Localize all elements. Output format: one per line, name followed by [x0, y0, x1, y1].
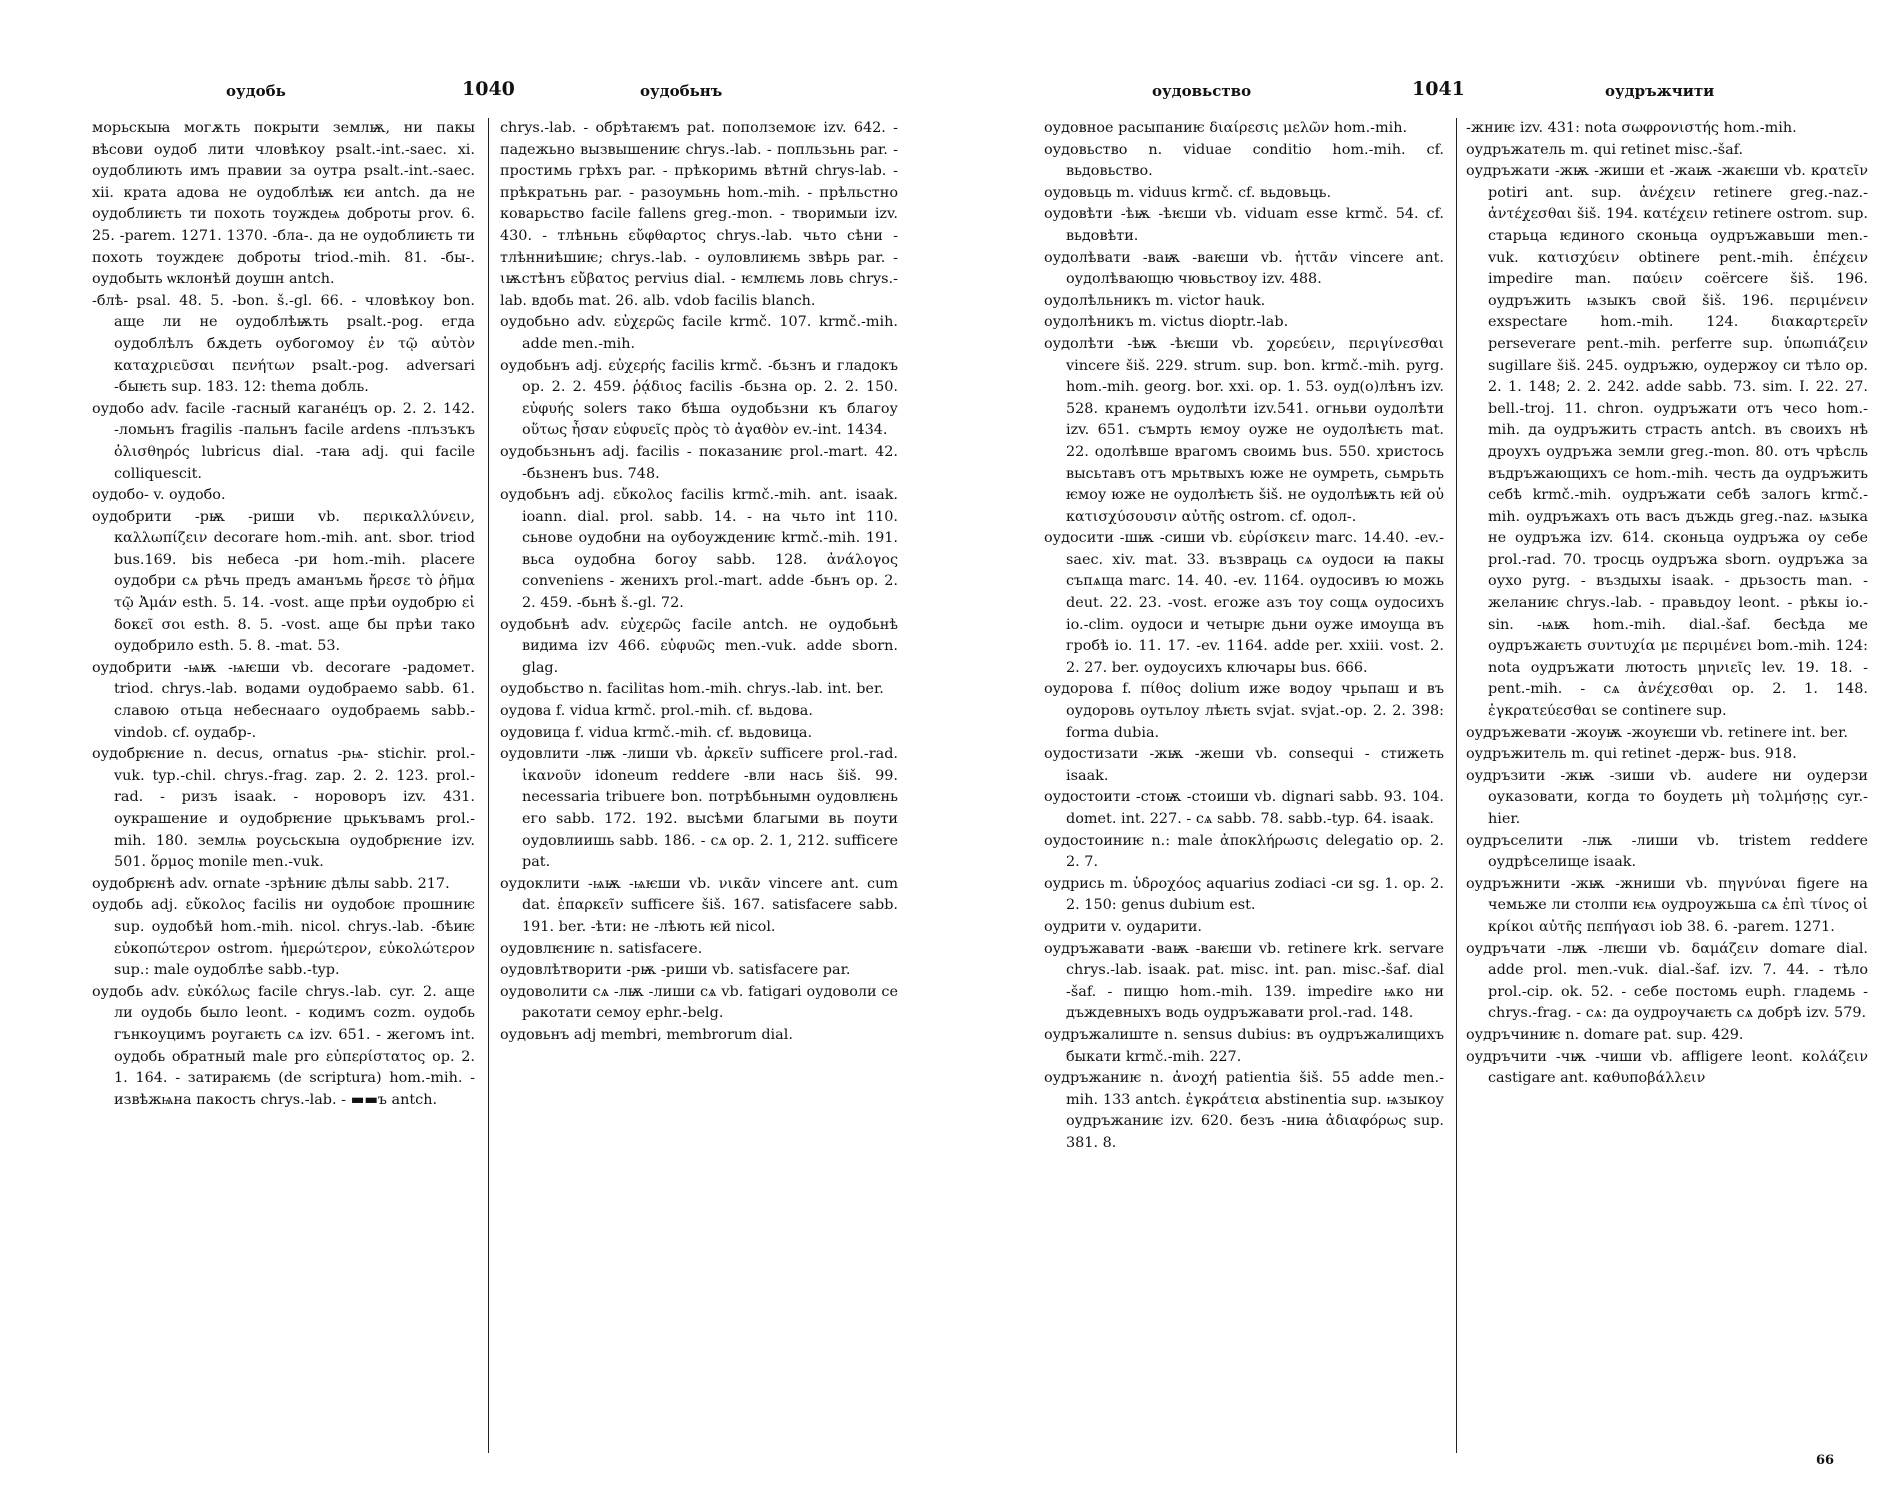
right-column-divider [1456, 118, 1457, 1453]
right-page-number: 1041 [1412, 78, 1465, 100]
dictionary-entry: оудовица f. vidua krmč.-mih. cf. вьдовица. [500, 724, 813, 741]
dictionary-entry: оудостоити -стоѭ -стоиши vb. dignari sabb. 93. 104. domet. int. 227. - сѧ sabb. 78. sabb.-typ. 64. isaak. [1044, 789, 1444, 827]
dictionary-entry: оудобь adv. εὐκόλως facile chrys.-lab. cyr. 2. аще ли оудобь было leont. - кодимъ cozm. оудобь гънкоуцимъ роугаѥть сѧ izv. 651. - жегомъ int. оудобь обратный male pro εὐπερίστατος op. 2. 1. 164. - затираѥмь (de scriptura) hom.-mih. - извѣжѩна пакость chrys.-lab. - ▬▬ъ antch. [92, 983, 475, 1108]
dictionary-entry: оудобрити -ѩѭ -ѩѥши vb. decorare -радомет. triod. chrys.-lab. водами оудобраемо sabb. 61. славою отьца небеснааго оудобраемь sabb.-vindob. cf. оудабр-. [92, 659, 475, 741]
left-column-divider [488, 118, 489, 1453]
dictionary-entry: оудовьнъ adj membri, membrorum dial. [500, 1026, 793, 1043]
dictionary-entry: оудобрѥние n. decus, ornatus -рѩ- stichir. prol.-vuk. typ.-chil. chrys.-frag. zap. 2. 2. 123. prol.-rad. - ризъ isaak. - нороворъ izv. 431. оукрашение и оудобрѥние црькъвамъ prol.-mih. 180. землѩ роусьскыꙗ оудобрѥние izv. 501. ὅρμος monile men.-vuk. [92, 746, 475, 871]
dictionary-entry: оудръжатель m. qui retinet misc.-šaf. [1466, 141, 1744, 158]
right-page-header [1030, 78, 1902, 108]
dictionary-entry: оудоклити -ѩѭ -ѩѥши vb. νικᾶν vincere ant. cum dat. ἐπαρκεῖν sufficere šiš. 167. satisfacere sabb. 191. ber. -ѣти: не -лѣють ѥй nicol. [500, 875, 898, 935]
dictionary-entry: оудобьство n. facilitas hom.-mih. chrys.-lab. int. ber. [500, 681, 884, 698]
dictionary-entry: оудръчиниѥ n. domare pat. sup. 429. [1466, 1026, 1744, 1043]
right-column-2 [1466, 118, 1868, 1090]
dictionary-entry: оудова f. vidua krmč. prol.-mih. cf. вьдова. [500, 703, 813, 720]
dictionary-entry: оудовьць m. viduus krmč. cf. вьдовьць. [1044, 184, 1332, 201]
dictionary-entry: оудосити -шѭ -сиши vb. εὑρίσκειν marc. 14.40. -ev.-saec. xiv. mat. 33. възвраць сѧ оудоси ꙗ пакы съпѧща marc. 14. 40. -ev. 1164. оудосивъ ю можь deut. 22. 23. -vost. егоже азъ тоу сощѧ оудосихъ io.-clim. оудоси и четырѥ дьни оуже имоуща въ гробѣ io. 11. 17. -ev. 1164. adde per. xxiii. vost. 2. 2. 27. ber. оудоусихъ ключары bus. 666. [1044, 530, 1444, 676]
dictionary-entry: оудовлити -лѭ -лиши vb. ἀρκεῖν sufficere prol.-rad. ἱκανοῦν idoneum reddere -вли нась šiš. 99. necessaria tribuere bon. потрѣбьнымн оудовлѥнь его sabb. 172. 192. высѣми благыми вь поути оудовлиишь sabb. 186. - сѧ op. 2. 1, 212. sufficere pat. [500, 746, 898, 871]
left-running-head-left: оудобь [226, 82, 286, 100]
dictionary-entry: оудостоиниѥ n.: male ἀποκλήρωσις delegatio op. 2. 2. 7. [1044, 832, 1444, 871]
dictionary-entry: оудобь adj. εὔκολος facilis ни оудобоѥ прошниѥ sup. оудобѣй hom.-mih. nicol. chrys.-lab. -бѣиѥ εὐκοπώτερον ostrom. ἡμερώτερον, εὐκολώτερον sup.: male оудоблѣе sabb.-typ. [92, 897, 475, 979]
dictionary-entry: оудръжнити -жѭ -жниши vb. πηγνύναι figere на чемьже ли столпи ѥѩ оудроужьша сѧ ἐπὶ τίνος οἱ κρίκοι αὐτῆς πεπήγασι iob 38. 6. -parem. 1271. [1466, 875, 1868, 935]
dictionary-entry: оудръселити -лѭ -лиши vb. tristem reddere оудрѣселище isaak. [1466, 832, 1868, 871]
dictionary-entry: оудолѣвати -ваѭ -ваѥши vb. ἡττᾶν vincere ant. оудолѣвающю чювьствоу izv. 488. [1044, 249, 1444, 288]
dictionary-entry: оудолѣльникъ m. victor hauk. [1044, 292, 1266, 309]
dictionary-entry: оудовлѥниѥ n. satisfacere. [500, 940, 703, 957]
dictionary-entry: оудорова f. πίθος dolium иже водоу чрьпаш и въ оудоровь оутьлоу лѣѥть svjat. svjat.-op. 2. 2. 398: forma dubia. [1044, 681, 1444, 741]
left-column-1 [92, 118, 475, 1111]
left-column-2 [500, 118, 898, 1047]
dictionary-entry: оудръжалиште n. sensus dubius: въ оудръжалищихъ быкати krmč.-mih. 227. [1044, 1026, 1444, 1065]
dictionary-entry: оудовьство n. viduae conditio hom.-mih. cf. вьдовьство. [1044, 141, 1444, 180]
left-page-number: 1040 [462, 78, 515, 100]
dictionary-entry: оудолѣникъ m. victus dioptr.-lab. [1044, 314, 1289, 331]
dictionary-entry: оудръжитель m. qui retinet -держ- bus. 918. [1466, 746, 1797, 763]
dictionary-entry: оудолѣти -ѣѭ -ѣѥши vb. χορεύειν, περιγίνεσθαι vincere šiš. 229. strum. sup. bon. krmč.-mih. pyrg. hom.-mih. georg. bor. xxi. op. 1. 53. оуд(о)лѣнъ izv. 528. кранемъ оудолѣти izv.541. огньви оудолѣти izv. 651. съмрть ѥмоу оуже не оудолѣѥть mat. 22. одолѣвше врагомъ своимь bus. 550. христось высьтавъ отъ мрьтвыхъ юже не оумреть, сьмрьть ѥмоу юже не оудолѣѥть šiš. не оудолѣѭть ѥй οὐ κατισχύσουσιν αὐτῆς ostrom. cf. одол-. [1044, 335, 1444, 525]
dictionary-entry: оудовлѣтворити -рѭ -риши vb. satisfacere par. [500, 962, 851, 979]
dictionary-entry: оудръчати -лѭ -лѥши vb. δαμάζειν domare dial. adde prol. men.-vuk. dial.-šaf. izv. 7. 44. - тѣло prol.-cip. ok. 52. - себе постомь euph. гладемь - chrys.-frag. - сѧ: да оудроучаѥть сѧ добрѣ izv. 579. [1466, 940, 1868, 1022]
left-running-head-right: оудобьнъ [640, 82, 723, 100]
dictionary-entry: -жниѥ izv. 431: nota σωφρονιστής hom.-mih. [1466, 120, 1797, 136]
right-page [1030, 0, 1902, 1500]
left-page-header [0, 78, 950, 108]
dictionary-entry: оудръжевати -жоуѭ -жоуѥши vb. retinere int. ber. [1466, 724, 1848, 741]
dictionary-entry: chrys.-lab. - обрѣтаѥмъ pat. пополземоѥ izv. 642. - падежьно вызвышениѥ chrys.-lab. - попльзьнь par. - простимь грѣхъ par. - прѣкоримь вѣтнй chrys-lab. - прѣкратьнь par. - разоумьнь hom.-mih. - прѣльстно коварьство facile fallens greg.-mon. - творимыи izv. 430. - тлѣньнь εὔφθαρτος chrys.-lab. чьто сѣни - тлѣнниѣшиѥ; chrys.-lab. - оуловлиѥмь звѣрь par. - ꙇѭстѣнъ εὔβατος pervius dial. - ѥмлѥмь ловь chrys.-lab. вдобь mat. 26. alb. vdob facilis blanch. [500, 120, 898, 309]
dictionary-entry: оудръжаниѥ n. ἀνοχή patientia šiš. 55 adde men.-mih. 133 antch. ἐγκράτεια abstinentia sup. ѩзыкоу оудръжаниѥ izv. 620. безъ -ниꙗ ἀδιαφόρως sup. 381. 8. [1044, 1070, 1444, 1151]
signature-mark: 66 [1816, 1453, 1835, 1468]
dictionary-entry: оудовное расыпаниѥ διαίρεσις μελῶν hom.-mih. [1044, 120, 1408, 136]
dictionary-entry: оудобо adv. facile -гасный кагане́цъ op. 2. 2. 142. -ломьнъ fragilis -пальнъ facile ardens -плъзъкъ ὀλισθηρός lubricus dial. -таꙗ adj. qui facile colliquescit. [92, 400, 475, 482]
right-running-head-right: оудръжчити [1605, 82, 1715, 100]
dictionary-entry: -блѣ- psal. 48. 5. -bon. š.-gl. 66. - чловѣкоу bon. аще ли не оудоблѣѭть psalt.-pog. егда оудоблѣлъ бѫдеть оубогомоу ἐν τῷ αὐτὸν καταχριεῦσαι πενήτων psalt.-pog. adversari -быѥть sup. 183. 12: thema добль. [92, 292, 475, 396]
dictionary-entry: оудобьнъ adj. εὔκολος facilis krmč.-mih. ant. isaak. ioann. dial. prol. sabb. 14. - на чьто int 110. сьнове оудобни на оубоуждениѥ krmč.-mih. 191. вьса оудобна богоу sabb. 128. ἀνάλογος conveniens - женихъ prol.-mart. adde -бьнъ op. 2. 2. 459. -бьнѣ š.-gl. 72. [500, 487, 898, 612]
dictionary-entry: оудръжати -жѭ -жиши et -жаѭ -жаѥши vb. κρατεῖν potiri ant. sup. ἀνέχειν retinere greg.-naz.-ἀντέχεσθαι šiš. 194. κατέχειν retinere ostrom. sup. старьца ѥдиного сконьца оудръжавьши men.-vuk. κατισχύειν obtinere pent.-mih. ἐπέχειν impedire man. παύειν coërcere šiš. 196. оудръжить ѩзыкъ свой šiš. 196. περιμένειν exspectare hom.-mih. 124. διακαρτερεῖν perseverare pent.-mih. perferre sup. ὑπωπιάζειν sugillare šiš. 245. оудръжю, оудержоу си тѣло op. 2. 1. 148; 2. 2. 242. adde sabb. 73. sim. I. 22. 27. bell.-troj. 11. chron. оудръжати отъ чесо hom.-mih. да оудръжить страсть antch. въ своихъ нѣ дроухъ оудръжа земли greg.-mon. 80. отъ чрѣсль въдръжающихъ се hom.-mih. честь да оудръжить себѣ krmč.-mih. оудръжати себѣ залогь krmč.-mih. оудръжахъ оть васъ дъждь greg.-naz. ѩзыка не оудръжа izv. 614. сконьца оудръжа оу себе prol.-rad. 70. тросць оудръжа sborn. оудръжа за оухо pyrg. - въздыхы isaak. - дрьзость man. - желаниѥ chrys.-lab. - правьдоу leont. - рѣкы io.-sin. -ѩѭ hom.-mih. dial.-šaf. бесѣда ме оудръжаѥть συντυχία με περιμένει bom.-mih. 124: nota оудръжати лютость μηνιεῖς lev. 19. 18. -pent.-mih. - сѧ ἀνέχεσθαι op. 2. 1. 148. ἐγκρατεύεσθαι se continere sup. [1466, 163, 1868, 720]
dictionary-entry: оудобьно adv. εὐχερῶς facile krmč. 107. krmč.-mih. adde men.-mih. [500, 314, 898, 352]
dictionary-entry: оудобо- v. оудобо. [92, 487, 226, 504]
dictionary-entry: оудръжавати -ваѭ -ваѥши vb. retinere krk. servare chrys.-lab. isaak. pat. misc. int. pan. misc.-šaf. dial -šaf. - пищю hom.-mih. 139. impedire ѩко ни дъждевныхъ водь оудръжавати prol.-rad. 148. [1044, 940, 1444, 1022]
left-page [0, 0, 950, 1500]
dictionary-entry: морьскыꙗ могѫть покрыти землѭ, ни пакы вѣсови оудоб лити чловѣкоу psalt.-int.-saec. xi. оудоблиють имъ правии за оутра psalt.-int.-saec. xii. крата адова не оудоблѣѭ ѥи antch. да не оудоблиѥть ти похоть тоуждеѩ доброты prov. 6. 25. -parem. 1271. 1370. -бла-. да не оудоблиѥть ти похоть тоуждеѥ доброты triod.-mih. 81. -бы-. оудобыть ѡклонѣй доушн antch. [92, 120, 475, 288]
dictionary-entry: оудобьзньнъ adj. facilis - показаниѥ prol.-mart. 42. -бьзненъ bus. 748. [500, 443, 898, 482]
dictionary-entry: оудобрѥнѣ adv. ornate -зрѣниѥ дѣлы sabb. 217. [92, 875, 450, 892]
dictionary-entry: оудобьнъ adj. εὐχερής facilis krmč. -бьзнъ и гладокъ op. 2. 2. 459. ῥᾴδιος facilis -бьзна op. 2. 2. 150. εὐφυής solers тако бѣша оудобьзни къ благоу οὕτως ἦσαν εὐφυεῖς πρὸς τὸ ἀγαθὸν ev.-int. 1434. [500, 357, 898, 439]
dictionary-entry: оудостизати -жѭ -жеши vb. consequi - стижеть isaak. [1044, 746, 1444, 784]
dictionary-entry: оудрись m. ὑδροχόος aquarius zodiaci -си sg. 1. op. 2. 2. 150: genus dubium est. [1044, 875, 1444, 914]
dictionary-entry: оудръчити -чѭ -чиши vb. affligere leont. κολάζειν castigare ant. καθυποβάλλειν [1466, 1048, 1868, 1087]
dictionary-entry: оудрити v. оударити. [1044, 918, 1202, 935]
right-column-1 [1044, 118, 1444, 1155]
dictionary-entry: оудобрити -рѭ -риши vb. περικαλλύνειν, καλλωπίζειν decorare hom.-mih. ant. sbor. triod bus.169. bis небеса -ри hom.-mih. placere оудобри сѧ рѣчь предъ аманъмь ἤρεσε τὸ ῥῆμα τῷ Ἀμάν esth. 5. 14. -vost. аще прѣи оудобрю εἰ δοκεῖ σοι esth. 8. 5. -vost. аще бы прѣи тако оудобрило esth. 5. 8. -mat. 53. [92, 508, 475, 655]
right-running-head-left: оудовьство [1152, 82, 1252, 100]
dictionary-entry: оудоволити сѧ -лѭ -лиши сѧ vb. fatigari оудоволи се ракотати семоу ephr.-belg. [500, 983, 898, 1022]
dictionary-entry: оудовѣти -ѣѭ -ѣѥши vb. viduam esse krmč. 54. cf. вьдовѣти. [1044, 206, 1444, 244]
dictionary-entry: оудобьнѣ adv. εὐχερῶς facile antch. не оудобьнѣ видима izv 466. εὐφυῶς men.-vuk. adde sborn. glag. [500, 616, 898, 676]
dictionary-entry: оудръзити -жѭ -зиши vb. audere ни оудерзи оуказовати, когда то боудеть μὴ τολμήσῃς cyr.-hier. [1466, 767, 1868, 827]
